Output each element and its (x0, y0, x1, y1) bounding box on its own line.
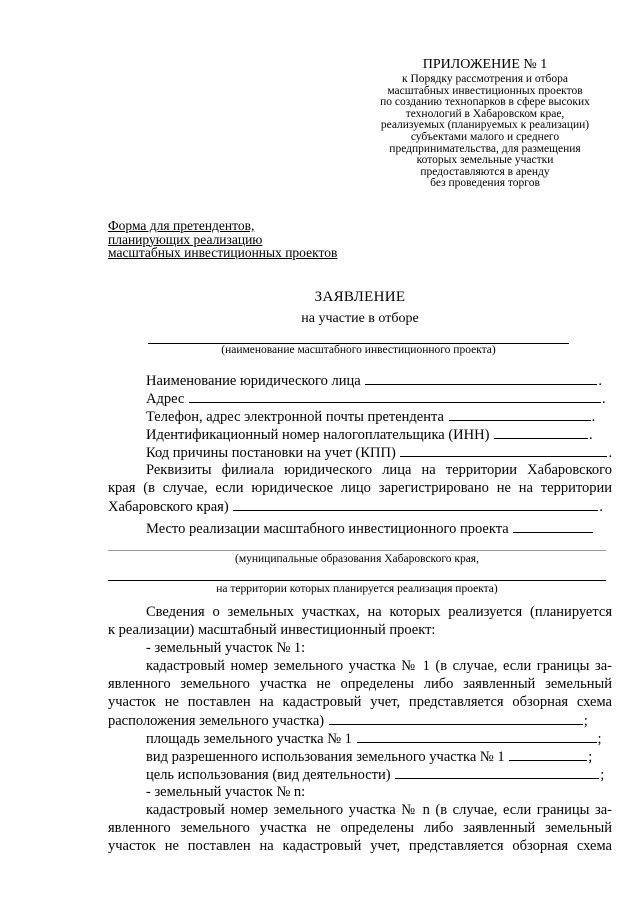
punctuation: ; (597, 731, 602, 747)
plot1-cadastral-field[interactable] (329, 712, 583, 725)
plot1-cadastral-1: кадастровый номер земельного участка № 1 (в случае, если границы за- (146, 658, 612, 674)
appendix-line: субъектами малого и среднего (410, 130, 560, 143)
inn-row (146, 426, 593, 444)
plot1-header: - земельный участок № 1: (146, 640, 306, 656)
contacts-row (146, 408, 595, 426)
plot1-cadastral-3: участок не поставлен на кадастровый учет, представляется обзорная схема (108, 694, 612, 710)
location-caption-2: на территории которых планируется реализация проекта) (216, 583, 498, 595)
branch-line-3: Хабаровского края) (108, 499, 229, 515)
form-note (108, 219, 408, 260)
kpp-field[interactable] (400, 444, 607, 457)
plotn-cadastral-1: кадастровый номер земельного участка № n (в случае, если границы за- (146, 802, 612, 818)
punctuation: ; (588, 749, 593, 765)
form-note-line: масштабных инвестиционных проектов (108, 245, 338, 260)
location-label: Место реализации масштабного инвестиционного проекта (146, 521, 509, 537)
land-intro-2: к реализации) масштабный инвестиционный проект: (108, 622, 436, 638)
form-note-line: планирующих реализацию (108, 231, 263, 247)
appendix-block (360, 56, 610, 190)
location-row (146, 520, 594, 538)
appendix-line: реализуемых (планируемых к реализации) (380, 119, 590, 132)
appendix-line: предпринимательства, для размещения (389, 142, 581, 155)
inn-field[interactable] (494, 426, 588, 439)
appendix-line: которых земельные участки (416, 154, 554, 167)
plotn-header: - земельный участок № n: (146, 784, 306, 800)
kpp-label: Код причины постановки на учет (КПП) (146, 445, 396, 461)
plot1-use-label: вид разрешенного использования земельного участка № 1 (146, 749, 505, 765)
plot1-cadastral-2: явленного земельного участка не определены либо заявленный земельный (108, 676, 612, 692)
appendix-line: технологий в Хабаровском крае, (405, 107, 565, 120)
project-name-caption: (наименование масштабного инвестиционного проекта) (221, 344, 496, 356)
branch-row-3 (108, 498, 603, 516)
plot1-area-field[interactable] (357, 730, 597, 743)
location-field[interactable] (513, 520, 593, 533)
plot1-area-label: площадь земельного участка № 1 (146, 731, 352, 747)
appendix-line: к Порядку рассмотрения и отбора (402, 73, 568, 85)
address-label: Адрес (146, 391, 185, 407)
plot1-use-row (146, 748, 592, 766)
punctuation: . (598, 373, 602, 389)
punctuation: . (589, 427, 593, 443)
appendix-title: ПРИЛОЖЕНИЕ № 1 (422, 57, 548, 72)
address-field[interactable] (189, 390, 601, 403)
plotn-cadastral-3: участок не поставлен на кадастровый учет, представляется обзорная схема (108, 838, 612, 854)
punctuation: . (601, 391, 606, 407)
location-field-line-3[interactable] (108, 580, 606, 581)
kpp-row (146, 444, 612, 462)
plot1-area-row (146, 730, 602, 748)
contacts-label: Телефон, адрес электронной почты претендента (146, 409, 444, 425)
form-note-line: Форма для претендентов, (108, 218, 255, 233)
location-caption-1: (муниципальные образования Хабаровского края, (235, 553, 479, 565)
contacts-field[interactable] (449, 408, 591, 421)
inn-label: Идентификационный номер налогоплательщика (ИНН) (146, 427, 490, 443)
punctuation: . (608, 445, 613, 461)
punctuation: ; (583, 713, 588, 729)
application-title: ЗАЯВЛЕНИЕ (314, 289, 406, 305)
appendix-line: масштабных инвестиционных проектов (387, 84, 583, 97)
legal-name-field[interactable] (365, 372, 597, 385)
appendix-line: по созданию технопарков в сфере высоких (380, 96, 590, 109)
branch-line-2: края (в случае, если юридическое лицо зарегистрировано не на территории (108, 480, 612, 496)
land-intro-1: Сведения о земельных участках, на которых реализуется (планируется (146, 604, 612, 620)
branch-field[interactable] (233, 498, 598, 511)
plot1-use-field[interactable] (509, 748, 587, 761)
plot1-purpose-row (146, 766, 604, 784)
punctuation: ; (600, 767, 605, 783)
location-field-line-2[interactable] (108, 550, 606, 551)
legal-name-row (146, 372, 602, 390)
application-subtitle: на участие в отборе (301, 311, 419, 326)
plot1-purpose-field[interactable] (395, 766, 599, 779)
punctuation: . (599, 499, 603, 515)
plot1-cadastral-row-4 (108, 712, 588, 730)
punctuation: . (591, 409, 596, 425)
appendix-line: предоставляются в аренду (420, 165, 550, 178)
appendix-line: без проведения торгов (430, 177, 540, 190)
legal-name-label: Наименование юридического лица (146, 373, 361, 389)
plot1-purpose-label: цель использования (вид деятельности) (146, 767, 391, 783)
branch-line-1: Реквизиты филиала юридического лица на территории Хабаровского (146, 462, 612, 478)
plotn-cadastral-2: явленного земельного участка не определены либо заявленный земельный (108, 820, 612, 836)
address-row (146, 390, 606, 408)
application-heading (100, 288, 620, 328)
plot1-cadastral-4: расположения земельного участка) (108, 713, 325, 729)
